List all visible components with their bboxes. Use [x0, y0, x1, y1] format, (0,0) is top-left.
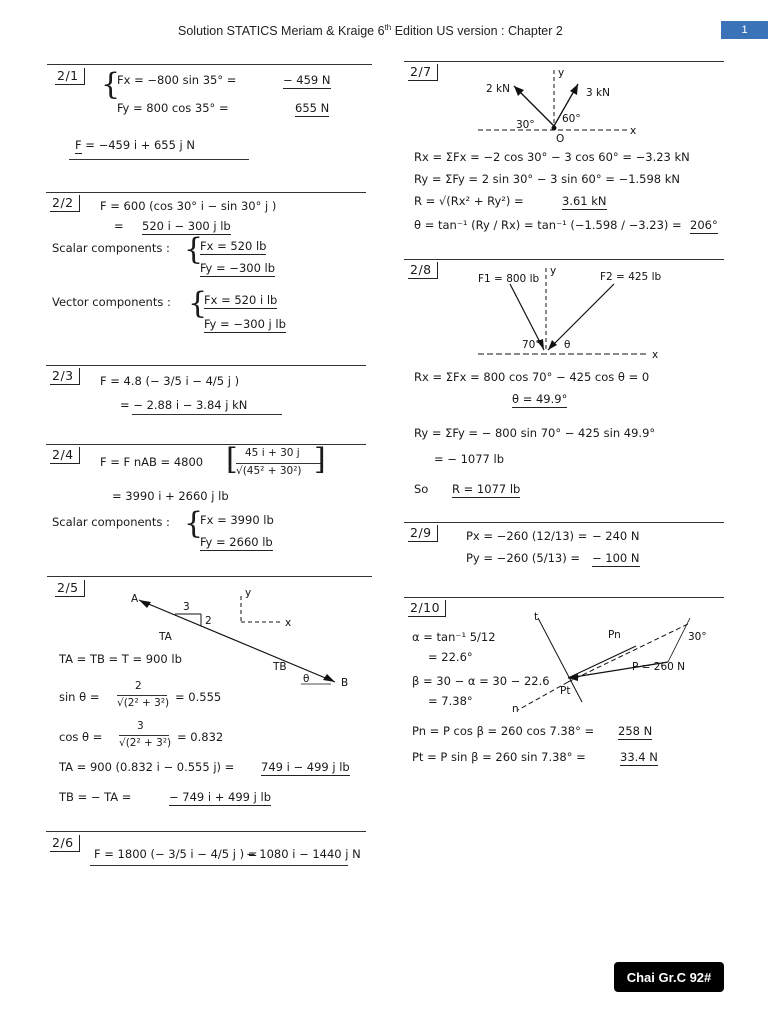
label-tb: TB: [273, 661, 287, 673]
fraction-numerator: 45 i + 30 j: [245, 447, 300, 459]
theta-equation: θ = tan⁻¹ (Ry / Rx) = tan⁻¹ (−1.598 / −3.23) =: [414, 218, 682, 232]
vector-f2: [548, 284, 614, 350]
arrow-head-3kn: [570, 84, 578, 95]
problem-2-5: [55, 580, 385, 810]
alpha-result: = 22.6°: [428, 650, 473, 664]
problem-2-1: [55, 68, 385, 178]
label-o: O: [556, 133, 565, 145]
label-pt: Pt: [560, 685, 571, 697]
beta-equation: β = 30 − α = 30 − 22.6: [412, 674, 550, 688]
rx-equation: Rx = ΣFx = 800 cos 70° − 425 cos θ = 0: [414, 370, 650, 384]
scalar-title: Scalar components :: [52, 241, 170, 255]
problem-2-6: [50, 835, 385, 885]
fy-equation: Fy = 800 cos 35° =: [117, 101, 229, 115]
brace: {: [188, 286, 208, 321]
label-x: x: [630, 125, 637, 137]
pn-equation: Pn = P cos β = 260 cos 7.38° =: [412, 724, 595, 738]
arrow-head-f2: [548, 340, 557, 350]
label-pn: Pn: [608, 629, 621, 641]
sin-value: = 0.555: [175, 690, 222, 704]
problem-2-2: [50, 195, 385, 345]
rule: [404, 597, 724, 598]
scalar-fx: Fx = 3990 lb: [200, 513, 274, 527]
page-header: [0, 18, 768, 44]
label-a: A: [131, 593, 139, 605]
px-value: − 240 N: [592, 529, 640, 543]
problem-label: 2/8: [408, 262, 438, 279]
label-3kn: 3 kN: [586, 87, 610, 99]
rule: [46, 365, 366, 366]
r-value: 3.61 kN: [562, 194, 607, 208]
fraction-bar: [236, 463, 322, 464]
author-badge: Chai Gr.C 92#: [614, 962, 724, 992]
cable-diagram: [125, 588, 385, 698]
fx-value: − 459 N: [283, 73, 331, 87]
problem-2-10: [408, 600, 748, 780]
so-label: So: [414, 482, 429, 496]
angle-ref: [668, 618, 690, 662]
problem-label: 2/3: [50, 368, 80, 385]
scalar-fy: Fy = −300 lb: [200, 261, 276, 275]
fraction-bar: [117, 695, 167, 696]
rule: [69, 159, 249, 160]
bracket: [: [226, 442, 238, 477]
rule: [404, 259, 724, 260]
force-equation: F = 1800 (− 3/5 i − 4/5 j ) =: [94, 847, 258, 861]
label-y: y: [558, 67, 565, 79]
pt-value: 33.4 N: [620, 750, 658, 764]
fraction-bar: [119, 735, 169, 736]
label-2kn: 2 kN: [486, 83, 510, 95]
r-result: R = 1077 lb: [452, 482, 521, 496]
beta-result: = 7.38°: [428, 694, 473, 708]
force-equation-lhs: F = F nAB = 4800: [100, 455, 204, 469]
problem-label: 2/5: [55, 580, 85, 597]
ta-value: 749 i − 499 j lb: [261, 760, 350, 774]
label-30: 30°: [688, 631, 707, 643]
ry-result: = − 1077 lb: [434, 452, 504, 466]
rule: [132, 414, 282, 415]
bracket: ]: [314, 442, 326, 477]
problem-label: 2/10: [408, 600, 446, 617]
cos-denominator: √(2² + 3²): [119, 737, 172, 749]
sin-lhs: sin θ =: [59, 690, 100, 704]
problem-label: 2/2: [50, 195, 80, 212]
problem-label: 2/6: [50, 835, 80, 852]
theta-value: 206°: [690, 218, 718, 232]
label-y: y: [245, 587, 252, 599]
tb-equation: TB = − TA =: [59, 790, 132, 804]
sin-denominator: √(2² + 3²): [117, 697, 170, 709]
label-ta: TA: [159, 631, 172, 643]
equals: =: [114, 219, 124, 233]
cos-lhs: cos θ =: [59, 730, 103, 744]
tb-value: − 749 i + 499 j lb: [169, 790, 271, 804]
rx-equation: Rx = ΣFx = −2 cos 30° − 3 cos 60° = −3.23 kN: [414, 150, 690, 164]
rule: [46, 831, 366, 832]
label-30: 30°: [516, 119, 535, 131]
problem-label: 2/9: [408, 525, 438, 542]
label-y: y: [550, 265, 557, 277]
fx-equation: Fx = −800 sin 35° =: [117, 73, 237, 87]
scalar-title: Scalar components :: [52, 515, 170, 529]
fy-value: 655 N: [295, 101, 330, 115]
label-f2: F2 = 425 lb: [600, 271, 662, 283]
label-theta: θ: [564, 339, 571, 351]
problem-2-9: [408, 525, 748, 575]
result-equation: F = −459 i + 655 j N: [75, 138, 196, 152]
problem-2-8: [408, 262, 748, 502]
label-b: B: [341, 677, 349, 689]
brace: {: [101, 67, 121, 102]
ry-equation: Ry = ΣFy = − 800 sin 70° − 425 sin 49.9°: [414, 426, 656, 440]
vector-title: Vector components :: [52, 295, 171, 309]
label-60: 60°: [562, 113, 581, 125]
page-number: 1: [721, 21, 768, 39]
rule: [404, 61, 724, 62]
page-title: Solution STATICS Meriam & Kraige 6th Edition US version : Chapter 2: [178, 23, 563, 39]
force-diagram: [478, 262, 748, 362]
rule: [46, 192, 366, 193]
scalar-fx: Fx = 520 lb: [200, 239, 267, 253]
pn-value: 258 N: [618, 724, 653, 738]
cos-value: = 0.832: [177, 730, 224, 744]
origin-point: [552, 126, 557, 131]
theta-result: θ = 49.9°: [512, 392, 568, 406]
arrow-head-a: [139, 600, 151, 608]
force-result: = − 2.88 i − 3.84 j kN: [120, 398, 248, 412]
scalar-fy: Fy = 2660 lb: [200, 535, 273, 549]
alpha-equation: α = tan⁻¹ 5/12: [412, 630, 496, 644]
problem-label: 2/7: [408, 64, 438, 81]
sin-numerator: 2: [135, 680, 142, 692]
label-x: x: [285, 617, 292, 629]
problem-2-3: [50, 368, 385, 428]
force-result: 520 i − 300 j lb: [142, 219, 231, 233]
ta-equation: TA = 900 (0.832 i − 0.555 j) =: [59, 760, 235, 774]
label-2: 2: [205, 615, 212, 627]
problem-label: 2/1: [55, 68, 85, 85]
py-equation: Py = −260 (5/13) =: [466, 551, 581, 565]
arrow-head-b: [323, 674, 335, 682]
rule: [404, 522, 724, 523]
problem-2-7: [408, 64, 748, 244]
label-3: 3: [183, 601, 190, 613]
brace: {: [184, 506, 204, 541]
cos-numerator: 3: [137, 720, 144, 732]
tension-equation: TA = TB = T = 900 lb: [59, 652, 182, 666]
r-equation: R = √(Rx² + Ry²) =: [414, 194, 524, 208]
vector-fy: Fy = −300 j lb: [204, 317, 286, 331]
force-diagram: [512, 610, 718, 720]
label-70: 70°: [522, 339, 541, 351]
label-n: n: [512, 703, 519, 715]
px-equation: Px = −260 (12/13) =: [466, 529, 588, 543]
force-equation: F = 600 (cos 30° i − sin 30° j ): [100, 199, 277, 213]
rule: [90, 865, 348, 866]
n-axis: [568, 624, 688, 682]
force-equation: F = 4.8 (− 3/5 i − 4/5 j ): [100, 374, 240, 388]
problem-2-4: [50, 442, 385, 557]
label-f1: F1 = 800 lb: [478, 273, 540, 285]
force-result: = 3990 i + 2660 j lb: [112, 489, 229, 503]
label-t: t: [534, 611, 539, 623]
brace: {: [184, 232, 204, 267]
py-value: − 100 N: [592, 551, 640, 565]
rule: [47, 64, 372, 65]
label-x: x: [652, 349, 659, 361]
vector-fx: Fx = 520 i lb: [204, 293, 278, 307]
force-result: − 1080 i − 1440 j N: [246, 847, 361, 861]
ry-equation: Ry = ΣFy = 2 sin 30° − 3 sin 60° = −1.598 kN: [414, 172, 681, 186]
label-p: P = 260 N: [632, 661, 686, 673]
fraction-denominator: √(45² + 30²): [236, 465, 302, 477]
force-diagram: [478, 64, 718, 144]
rule: [47, 576, 372, 577]
pt-equation: Pt = P sin β = 260 sin 7.38° =: [412, 750, 586, 764]
problem-label: 2/4: [50, 447, 80, 464]
label-theta: θ: [303, 673, 310, 685]
